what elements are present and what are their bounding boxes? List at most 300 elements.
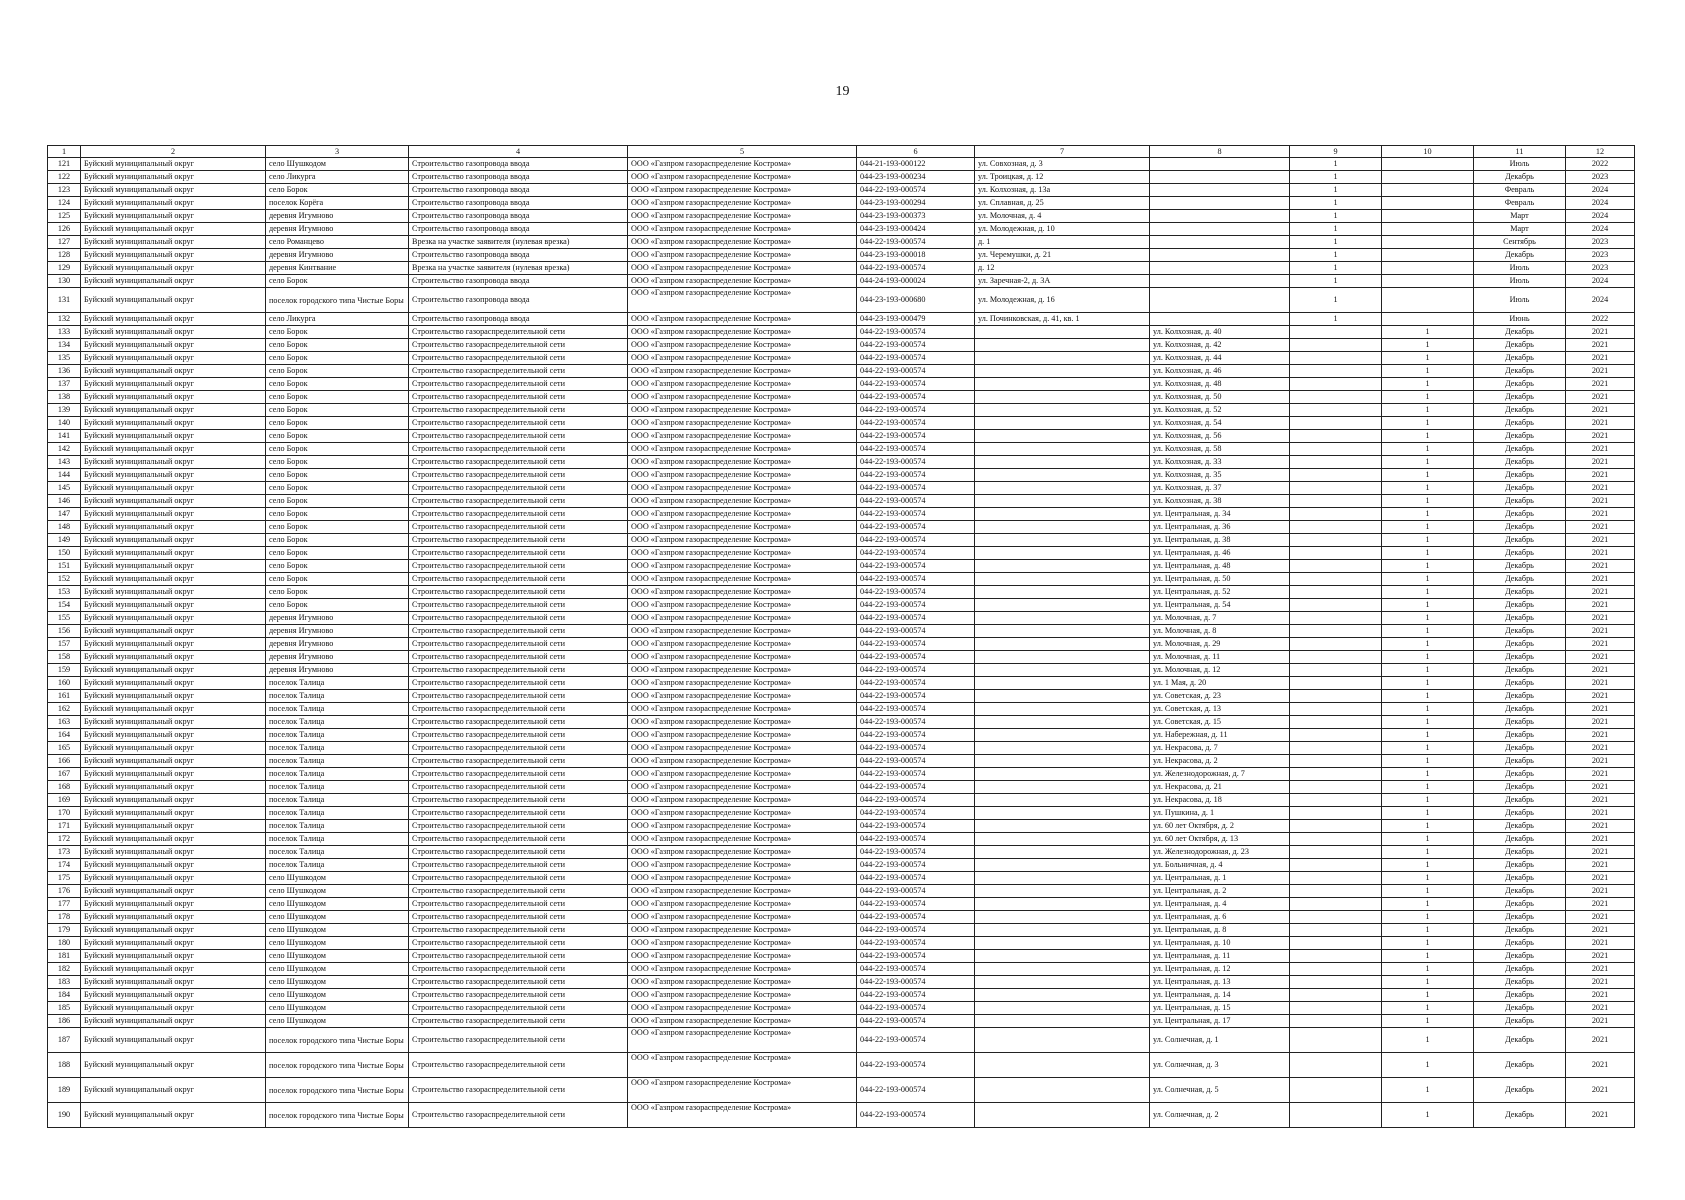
cell-address-network: ул. Солнечная, д. 1: [1150, 1028, 1290, 1053]
cell-application-number: 044-22-193-000574: [857, 664, 975, 677]
cell-district: Буйский муниципальный округ: [81, 846, 266, 859]
cell-settlement: поселок Талица: [266, 781, 409, 794]
cell-district: Буйский муниципальный округ: [81, 677, 266, 690]
cell-organization: ООО «Газпром газораспределение Кострома»: [628, 288, 857, 313]
cell-settlement: село Ликурга: [266, 171, 409, 184]
cell-work-type: Строительство газораспределительной сети: [409, 482, 628, 495]
cell-row-number: 183: [48, 976, 81, 989]
cell-year: 2021: [1566, 664, 1635, 677]
table-row: [48, 976, 1635, 989]
cell-count-input: [1290, 1078, 1382, 1103]
cell-work-type: Строительство газопровода ввода: [409, 275, 628, 288]
cell-application-number: 044-22-193-000574: [857, 755, 975, 768]
cell-count-network: 1: [1382, 898, 1474, 911]
cell-address-input: [975, 898, 1150, 911]
table-row: [48, 560, 1635, 573]
cell-organization: ООО «Газпром газораспределение Кострома»: [628, 807, 857, 820]
cell-year: 2022: [1566, 313, 1635, 326]
cell-application-number: 044-22-193-000574: [857, 729, 975, 742]
cell-address-network: ул. Набережная, д. 11: [1150, 729, 1290, 742]
cell-count-input: [1290, 937, 1382, 950]
cell-row-number: 142: [48, 443, 81, 456]
cell-address-input: ул. Починковская, д. 41, кв. 1: [975, 313, 1150, 326]
cell-count-network: [1382, 236, 1474, 249]
column-number-row: [48, 146, 1635, 158]
table-row: [48, 430, 1635, 443]
cell-organization: ООО «Газпром газораспределение Кострома»: [628, 210, 857, 223]
cell-month: Декабрь: [1474, 690, 1566, 703]
cell-address-input: [975, 976, 1150, 989]
cell-row-number: 139: [48, 404, 81, 417]
cell-settlement: поселок Талица: [266, 768, 409, 781]
cell-address-network: ул. Некрасова, д. 18: [1150, 794, 1290, 807]
cell-work-type: Строительство газораспределительной сети: [409, 365, 628, 378]
cell-month: Декабрь: [1474, 404, 1566, 417]
cell-work-type: Строительство газораспределительной сети: [409, 443, 628, 456]
cell-organization: ООО «Газпром газораспределение Кострома»: [628, 352, 857, 365]
cell-count-network: 1: [1382, 768, 1474, 781]
table-row: [48, 365, 1635, 378]
cell-count-input: [1290, 638, 1382, 651]
cell-year: 2021: [1566, 937, 1635, 950]
cell-settlement: село Борок: [266, 495, 409, 508]
cell-count-network: 1: [1382, 586, 1474, 599]
cell-work-type: Строительство газораспределительной сети: [409, 352, 628, 365]
cell-application-number: 044-23-193-000680: [857, 288, 975, 313]
cell-row-number: 177: [48, 898, 81, 911]
cell-row-number: 125: [48, 210, 81, 223]
cell-count-network: 1: [1382, 352, 1474, 365]
cell-year: 2021: [1566, 391, 1635, 404]
cell-application-number: 044-22-193-000574: [857, 365, 975, 378]
cell-count-network: 1: [1382, 703, 1474, 716]
cell-district: Буйский муниципальный округ: [81, 599, 266, 612]
cell-district: Буйский муниципальный округ: [81, 262, 266, 275]
cell-district: Буйский муниципальный округ: [81, 456, 266, 469]
cell-count-network: 1: [1382, 326, 1474, 339]
cell-work-type: Строительство газораспределительной сети: [409, 547, 628, 560]
cell-row-number: 178: [48, 911, 81, 924]
cell-count-network: 1: [1382, 664, 1474, 677]
cell-settlement: село Борок: [266, 417, 409, 430]
cell-month: Сентябрь: [1474, 236, 1566, 249]
cell-address-input: ул. Сплавная, д. 25: [975, 197, 1150, 210]
cell-count-network: 1: [1382, 534, 1474, 547]
cell-work-type: Строительство газораспределительной сети: [409, 573, 628, 586]
table-row: [48, 781, 1635, 794]
cell-work-type: Строительство газораспределительной сети: [409, 1015, 628, 1028]
cell-count-input: [1290, 625, 1382, 638]
cell-address-network: ул. Колхозная, д. 44: [1150, 352, 1290, 365]
cell-month: Декабрь: [1474, 989, 1566, 1002]
cell-work-type: Строительство газораспределительной сети: [409, 417, 628, 430]
cell-settlement: деревня Игумново: [266, 612, 409, 625]
cell-row-number: 131: [48, 288, 81, 313]
cell-count-input: [1290, 664, 1382, 677]
cell-row-number: 126: [48, 223, 81, 236]
cell-year: 2021: [1566, 807, 1635, 820]
cell-work-type: Строительство газопровода ввода: [409, 210, 628, 223]
cell-count-input: [1290, 911, 1382, 924]
cell-district: Буйский муниципальный округ: [81, 651, 266, 664]
cell-count-input: 1: [1290, 313, 1382, 326]
cell-row-number: 137: [48, 378, 81, 391]
cell-address-input: ул. Совхозная, д. 3: [975, 158, 1150, 171]
cell-district: Буйский муниципальный округ: [81, 703, 266, 716]
cell-month: Декабрь: [1474, 599, 1566, 612]
cell-count-input: [1290, 716, 1382, 729]
table-row: [48, 625, 1635, 638]
cell-address-input: [975, 560, 1150, 573]
cell-row-number: 190: [48, 1103, 81, 1128]
cell-organization: ООО «Газпром газораспределение Кострома»: [628, 586, 857, 599]
cell-address-network: ул. Центральная, д. 13: [1150, 976, 1290, 989]
cell-settlement: поселок Корёга: [266, 197, 409, 210]
cell-organization: ООО «Газпром газораспределение Кострома»: [628, 469, 857, 482]
cell-year: 2024: [1566, 197, 1635, 210]
cell-address-input: [975, 872, 1150, 885]
cell-year: 2021: [1566, 404, 1635, 417]
cell-count-network: 1: [1382, 924, 1474, 937]
table-row: [48, 885, 1635, 898]
cell-work-type: Строительство газораспределительной сети: [409, 378, 628, 391]
cell-work-type: Строительство газораспределительной сети: [409, 872, 628, 885]
cell-application-number: 044-22-193-000574: [857, 885, 975, 898]
cell-year: 2021: [1566, 976, 1635, 989]
cell-district: Буйский муниципальный округ: [81, 404, 266, 417]
cell-row-number: 159: [48, 664, 81, 677]
cell-year: 2021: [1566, 911, 1635, 924]
cell-application-number: 044-22-193-000574: [857, 716, 975, 729]
cell-count-network: 1: [1382, 729, 1474, 742]
cell-organization: ООО «Газпром газораспределение Кострома»: [628, 976, 857, 989]
cell-row-number: 141: [48, 430, 81, 443]
cell-address-network: ул. Центральная, д. 52: [1150, 586, 1290, 599]
cell-application-number: 044-22-193-000574: [857, 859, 975, 872]
cell-year: 2021: [1566, 417, 1635, 430]
cell-organization: ООО «Газпром газораспределение Кострома»: [628, 547, 857, 560]
cell-row-number: 127: [48, 236, 81, 249]
cell-count-network: [1382, 262, 1474, 275]
cell-month: Декабрь: [1474, 469, 1566, 482]
cell-work-type: Строительство газораспределительной сети: [409, 625, 628, 638]
table-row: [48, 417, 1635, 430]
cell-count-network: 1: [1382, 755, 1474, 768]
cell-work-type: Строительство газораспределительной сети: [409, 534, 628, 547]
cell-row-number: 176: [48, 885, 81, 898]
cell-application-number: 044-22-193-000574: [857, 950, 975, 963]
cell-month: Декабрь: [1474, 521, 1566, 534]
cell-district: Буйский муниципальный округ: [81, 430, 266, 443]
cell-district: Буйский муниципальный округ: [81, 275, 266, 288]
cell-district: Буйский муниципальный округ: [81, 729, 266, 742]
cell-address-input: [975, 573, 1150, 586]
cell-settlement: поселок городского типа Чистые Боры: [266, 1103, 409, 1128]
cell-address-network: ул. Молочная, д. 8: [1150, 625, 1290, 638]
cell-month: Декабрь: [1474, 430, 1566, 443]
cell-address-network: ул. Колхозная, д. 52: [1150, 404, 1290, 417]
table-row: [48, 443, 1635, 456]
column-number-8: 8: [1150, 146, 1290, 158]
cell-address-input: ул. Заречная-2, д. 3А: [975, 275, 1150, 288]
cell-row-number: 161: [48, 690, 81, 703]
cell-organization: ООО «Газпром газораспределение Кострома»: [628, 625, 857, 638]
table-row: [48, 1015, 1635, 1028]
cell-district: Буйский муниципальный округ: [81, 339, 266, 352]
cell-organization: ООО «Газпром газораспределение Кострома»: [628, 664, 857, 677]
cell-count-input: [1290, 768, 1382, 781]
cell-year: 2021: [1566, 755, 1635, 768]
cell-district: Буйский муниципальный округ: [81, 963, 266, 976]
cell-organization: ООО «Газпром газораспределение Кострома»: [628, 326, 857, 339]
cell-work-type: Строительство газораспределительной сети: [409, 1028, 628, 1053]
cell-application-number: 044-22-193-000574: [857, 521, 975, 534]
cell-settlement: поселок Талица: [266, 742, 409, 755]
table-row: [48, 950, 1635, 963]
cell-year: 2021: [1566, 625, 1635, 638]
cell-address-input: [975, 742, 1150, 755]
cell-row-number: 156: [48, 625, 81, 638]
cell-work-type: Строительство газораспределительной сети: [409, 339, 628, 352]
cell-count-input: [1290, 599, 1382, 612]
cell-count-network: 1: [1382, 339, 1474, 352]
cell-address-input: [975, 950, 1150, 963]
cell-month: Декабрь: [1474, 326, 1566, 339]
cell-settlement: село Борок: [266, 456, 409, 469]
cell-month: Декабрь: [1474, 677, 1566, 690]
cell-address-network: ул. Колхозная, д. 54: [1150, 417, 1290, 430]
cell-count-input: [1290, 573, 1382, 586]
cell-organization: ООО «Газпром газораспределение Кострома»: [628, 794, 857, 807]
cell-count-network: 1: [1382, 625, 1474, 638]
column-number-3: 3: [266, 146, 409, 158]
cell-month: Декабрь: [1474, 547, 1566, 560]
cell-year: 2021: [1566, 586, 1635, 599]
cell-district: Буйский муниципальный округ: [81, 482, 266, 495]
cell-year: 2021: [1566, 846, 1635, 859]
cell-application-number: 044-22-193-000574: [857, 1028, 975, 1053]
cell-address-network: ул. Солнечная, д. 2: [1150, 1103, 1290, 1128]
cell-year: 2021: [1566, 768, 1635, 781]
cell-year: 2021: [1566, 924, 1635, 937]
cell-count-network: 1: [1382, 378, 1474, 391]
cell-month: Декабрь: [1474, 794, 1566, 807]
cell-address-input: [975, 586, 1150, 599]
cell-month: Февраль: [1474, 184, 1566, 197]
table-row: [48, 262, 1635, 275]
cell-count-input: [1290, 976, 1382, 989]
cell-count-input: [1290, 898, 1382, 911]
table-row: [48, 469, 1635, 482]
cell-month: Декабрь: [1474, 963, 1566, 976]
cell-settlement: село Шушкодом: [266, 989, 409, 1002]
cell-year: 2021: [1566, 508, 1635, 521]
cell-row-number: 189: [48, 1078, 81, 1103]
cell-address-network: ул. Центральная, д. 11: [1150, 950, 1290, 963]
cell-month: Декабрь: [1474, 937, 1566, 950]
cell-address-input: [975, 456, 1150, 469]
cell-address-network: ул. Советская, д. 15: [1150, 716, 1290, 729]
cell-count-input: [1290, 326, 1382, 339]
cell-row-number: 165: [48, 742, 81, 755]
cell-address-network: [1150, 313, 1290, 326]
cell-row-number: 150: [48, 547, 81, 560]
cell-row-number: 186: [48, 1015, 81, 1028]
cell-year: 2024: [1566, 223, 1635, 236]
cell-settlement: деревня Игумново: [266, 210, 409, 223]
cell-year: 2021: [1566, 443, 1635, 456]
cell-count-network: [1382, 313, 1474, 326]
cell-district: Буйский муниципальный округ: [81, 236, 266, 249]
data-table: [47, 145, 1635, 1128]
cell-count-input: [1290, 352, 1382, 365]
table-row: [48, 937, 1635, 950]
table-row: [48, 612, 1635, 625]
cell-count-input: [1290, 417, 1382, 430]
cell-settlement: село Шушкодом: [266, 1015, 409, 1028]
table-row: [48, 794, 1635, 807]
cell-address-input: [975, 534, 1150, 547]
cell-count-network: 1: [1382, 781, 1474, 794]
cell-application-number: 044-23-193-000373: [857, 210, 975, 223]
cell-address-input: [975, 794, 1150, 807]
cell-address-input: [975, 664, 1150, 677]
table-row: [48, 275, 1635, 288]
cell-organization: ООО «Газпром газораспределение Кострома»: [628, 275, 857, 288]
cell-application-number: 044-22-193-000574: [857, 833, 975, 846]
cell-count-input: [1290, 365, 1382, 378]
cell-settlement: село Шушкодом: [266, 872, 409, 885]
cell-row-number: 160: [48, 677, 81, 690]
cell-settlement: деревня Игумново: [266, 625, 409, 638]
cell-work-type: Строительство газораспределительной сети: [409, 885, 628, 898]
cell-application-number: 044-22-193-000574: [857, 846, 975, 859]
cell-settlement: деревня Игумново: [266, 638, 409, 651]
cell-work-type: Строительство газораспределительной сети: [409, 430, 628, 443]
cell-organization: ООО «Газпром газораспределение Кострома»: [628, 495, 857, 508]
cell-work-type: Строительство газораспределительной сети: [409, 1002, 628, 1015]
cell-application-number: 044-23-193-000018: [857, 249, 975, 262]
cell-organization: ООО «Газпром газораспределение Кострома»: [628, 638, 857, 651]
cell-address-network: ул. Солнечная, д. 3: [1150, 1053, 1290, 1078]
cell-row-number: 170: [48, 807, 81, 820]
cell-district: Буйский муниципальный округ: [81, 469, 266, 482]
cell-year: 2021: [1566, 469, 1635, 482]
cell-work-type: Строительство газораспределительной сети: [409, 495, 628, 508]
cell-address-input: ул. Молочная, д. 4: [975, 210, 1150, 223]
cell-year: 2021: [1566, 1028, 1635, 1053]
cell-month: Июнь: [1474, 313, 1566, 326]
cell-district: Буйский муниципальный округ: [81, 885, 266, 898]
cell-application-number: 044-22-193-000574: [857, 963, 975, 976]
cell-address-input: [975, 378, 1150, 391]
cell-address-input: [975, 768, 1150, 781]
table-row: [48, 249, 1635, 262]
cell-organization: ООО «Газпром газораспределение Кострома»: [628, 755, 857, 768]
cell-application-number: 044-22-193-000574: [857, 262, 975, 275]
cell-work-type: Строительство газораспределительной сети: [409, 599, 628, 612]
cell-month: Декабрь: [1474, 859, 1566, 872]
cell-count-network: 1: [1382, 677, 1474, 690]
cell-count-input: [1290, 729, 1382, 742]
cell-month: Декабрь: [1474, 885, 1566, 898]
cell-address-network: [1150, 262, 1290, 275]
cell-address-network: [1150, 288, 1290, 313]
cell-district: Буйский муниципальный округ: [81, 352, 266, 365]
cell-count-input: [1290, 820, 1382, 833]
cell-count-input: [1290, 378, 1382, 391]
cell-year: 2021: [1566, 742, 1635, 755]
table-row: [48, 378, 1635, 391]
cell-year: 2021: [1566, 521, 1635, 534]
cell-work-type: Строительство газораспределительной сети: [409, 755, 628, 768]
table-row: [48, 638, 1635, 651]
cell-month: Декабрь: [1474, 171, 1566, 184]
column-number-6: 6: [857, 146, 975, 158]
cell-work-type: Строительство газораспределительной сети: [409, 820, 628, 833]
cell-work-type: Строительство газораспределительной сети: [409, 859, 628, 872]
cell-address-input: [975, 625, 1150, 638]
cell-address-input: [975, 638, 1150, 651]
cell-count-input: [1290, 469, 1382, 482]
cell-address-input: [975, 859, 1150, 872]
cell-application-number: 044-23-193-000234: [857, 171, 975, 184]
cell-settlement: деревня Игумново: [266, 249, 409, 262]
cell-address-input: [975, 937, 1150, 950]
cell-application-number: 044-22-193-000574: [857, 1053, 975, 1078]
column-number-12: 12: [1566, 146, 1635, 158]
cell-month: Декабрь: [1474, 586, 1566, 599]
cell-year: 2021: [1566, 547, 1635, 560]
cell-count-input: 1: [1290, 236, 1382, 249]
cell-month: Декабрь: [1474, 664, 1566, 677]
cell-work-type: Строительство газораспределительной сети: [409, 404, 628, 417]
cell-settlement: поселок Талица: [266, 833, 409, 846]
cell-work-type: Строительство газораспределительной сети: [409, 469, 628, 482]
cell-month: Декабрь: [1474, 560, 1566, 573]
cell-settlement: село Борок: [266, 184, 409, 197]
cell-count-network: [1382, 184, 1474, 197]
cell-month: Декабрь: [1474, 508, 1566, 521]
cell-work-type: Строительство газопровода ввода: [409, 223, 628, 236]
table-row: [48, 599, 1635, 612]
cell-row-number: 157: [48, 638, 81, 651]
cell-application-number: 044-22-193-000574: [857, 989, 975, 1002]
cell-year: 2021: [1566, 963, 1635, 976]
table-row: [48, 924, 1635, 937]
cell-settlement: село Борок: [266, 586, 409, 599]
cell-application-number: 044-22-193-000574: [857, 690, 975, 703]
cell-count-network: [1382, 288, 1474, 313]
cell-count-network: 1: [1382, 443, 1474, 456]
cell-row-number: 187: [48, 1028, 81, 1053]
cell-application-number: 044-22-193-000574: [857, 1002, 975, 1015]
cell-count-network: 1: [1382, 417, 1474, 430]
column-number-7: 7: [975, 146, 1150, 158]
cell-organization: ООО «Газпром газораспределение Кострома»: [628, 1078, 857, 1103]
cell-count-input: 1: [1290, 223, 1382, 236]
cell-district: Буйский муниципальный округ: [81, 184, 266, 197]
cell-month: Декабрь: [1474, 807, 1566, 820]
cell-address-input: [975, 651, 1150, 664]
cell-address-input: [975, 1078, 1150, 1103]
cell-count-network: 1: [1382, 690, 1474, 703]
cell-month: Декабрь: [1474, 1028, 1566, 1053]
cell-count-network: 1: [1382, 742, 1474, 755]
cell-organization: ООО «Газпром газораспределение Кострома»: [628, 482, 857, 495]
cell-settlement: деревня Игумново: [266, 223, 409, 236]
cell-row-number: 135: [48, 352, 81, 365]
